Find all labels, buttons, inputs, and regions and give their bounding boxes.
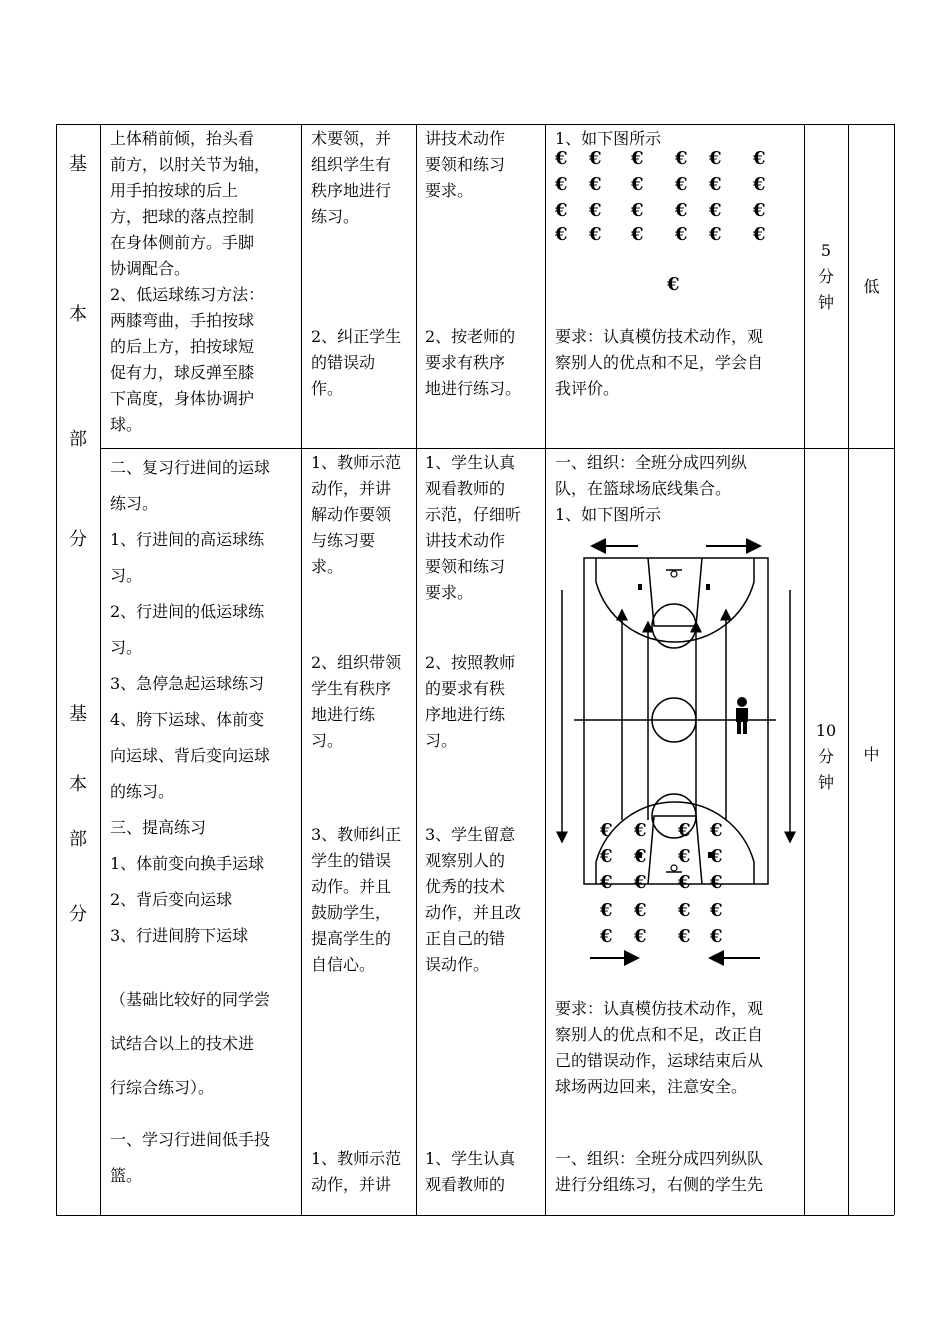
section-label-char: 本: [69, 774, 87, 795]
row2-organization-next: 一、组织：全班分成四列纵队 进行分组练习，右侧的学生先: [555, 1149, 764, 1194]
row2-organization-requirement: 要求：认真模仿技术动作，观 察别人的优点和不足，改正自 己的错误动作，运球结束后从 球场两边回来，注意安全。: [555, 999, 764, 1096]
section-label-char: 分: [69, 529, 87, 550]
student-marker: €: [589, 224, 602, 245]
student-marker: €: [634, 820, 647, 841]
section-label-char: 本: [69, 304, 87, 325]
student-marker: €: [710, 900, 723, 921]
table-row-divider: [100, 448, 894, 449]
student-marker: €: [678, 900, 691, 921]
student-marker: €: [555, 148, 568, 169]
row2-student-activity-3: 3、学生留意 观察别人的 优秀的技术 动作，并且改 正自己的错 误动作。: [425, 825, 522, 974]
table-col-divider: [416, 124, 417, 1215]
section-label-char: 基: [69, 154, 87, 175]
row1-teacher-activity-2: 2、纠正学生 的错误动 作。: [311, 327, 402, 398]
row2-intensity: 中: [863, 745, 880, 764]
student-marker: €: [555, 200, 568, 221]
student-marker: €: [634, 872, 647, 893]
court-formation: [600, 822, 740, 952]
student-marker: €: [675, 200, 688, 221]
student-marker: €: [753, 174, 766, 195]
student-marker: €: [600, 872, 613, 893]
student-marker: €: [675, 148, 688, 169]
row2-content: 二、复习行进间的运球 练习。 1、行进间的高运球练 习。 2、行进间的低运球练 习。 3、急停急起运球练习 4、胯下运球、体前变 向运球、背后变向运球 的练习。 三、提高练习 1、体前变向换手运球 2、背后变向运球 3、行进间胯下运球: [110, 458, 271, 945]
row2-teacher-activity-1: 1、教师示范 动作，并讲 解动作要领 与练习要 求。: [311, 453, 402, 576]
student-marker: €: [631, 174, 644, 195]
row2-student-activity-2: 2、按照教师 的要求有秩 序地进行练 习。: [425, 653, 516, 750]
row1-intensity: 低: [863, 277, 880, 296]
student-marker: €: [753, 224, 766, 245]
row2-student-activity-1: 1、学生认真 观看教师的 示范，仔细听 讲技术动作 要领和练习 要求。: [425, 453, 522, 602]
table-col-divider: [100, 124, 101, 1215]
student-marker: €: [555, 224, 568, 245]
row1-organization-requirement: 要求：认真模仿技术动作，观 察别人的优点和不足，学会自 我评价。: [555, 327, 764, 398]
student-marker: €: [753, 148, 766, 169]
teacher-marker: €: [667, 274, 680, 295]
row2-teacher-activity-2: 2、组织带领 学生有秩序 地进行练 习。: [311, 653, 402, 750]
formation-grid: [555, 150, 795, 300]
student-marker: €: [710, 846, 723, 867]
row2-student-activity-4: 1、学生认真 观看教师的: [425, 1149, 516, 1194]
student-marker: €: [634, 926, 647, 947]
student-marker: €: [555, 174, 568, 195]
student-marker: €: [710, 926, 723, 947]
row1-content: 上体稍前倾，抬头看 前方，以肘关节为轴， 用手拍按球的后上 方，把球的落点控制 在身体侧前方。手脚 协调配合。 2、低运球练习方法： 两膝弯曲，手拍按球 的后上方，拍按球短 促有力，球反弹至膝 下高度，身体协调护 球。: [110, 129, 271, 434]
section-label-char: 基: [69, 704, 87, 725]
row1-organization-title: 1、如下图所示: [555, 129, 662, 148]
row1-teacher-activity: 术要领，并 组织学生有 秩序地进行 练习。: [311, 129, 392, 226]
student-marker: €: [753, 200, 766, 221]
student-marker: €: [631, 224, 644, 245]
student-marker: €: [634, 900, 647, 921]
student-marker: €: [710, 872, 723, 893]
student-marker: €: [675, 224, 688, 245]
student-marker: €: [675, 174, 688, 195]
section-label-char: 分: [69, 904, 87, 925]
student-marker: €: [600, 820, 613, 841]
row1-time: 5 分 钟: [817, 241, 834, 312]
student-marker: €: [678, 926, 691, 947]
section-label-char: 部: [69, 429, 87, 450]
row1-student-activity-2: 2、按老师的 要求有秩序 地进行练习。: [425, 327, 522, 398]
student-marker: €: [709, 148, 722, 169]
student-marker: €: [709, 224, 722, 245]
row2-organization-intro: 一、组织：全班分成四列纵 队，在篮球场底线集合。 1、如下图所示: [555, 453, 748, 524]
student-marker: €: [589, 148, 602, 169]
student-marker: €: [600, 900, 613, 921]
row2-content-note: （基础比较好的同学尝 试结合以上的技术进 行综合练习）。: [110, 990, 271, 1097]
table-border-top: [56, 124, 894, 125]
student-marker: €: [678, 846, 691, 867]
student-marker: €: [600, 846, 613, 867]
student-marker: €: [709, 174, 722, 195]
table-col-divider: [545, 124, 546, 1215]
student-marker: €: [600, 926, 613, 947]
row2-time: 10 分 钟: [815, 721, 837, 792]
row2-content-next: 一、学习行进间低手投 篮。: [110, 1130, 271, 1185]
student-marker: €: [678, 872, 691, 893]
row1-student-activity: 讲技术动作 要领和练习 要求。: [425, 129, 506, 200]
student-marker: €: [589, 200, 602, 221]
student-marker: €: [631, 200, 644, 221]
student-marker: €: [589, 174, 602, 195]
student-marker: €: [710, 820, 723, 841]
row2-teacher-activity-4: 1、教师示范 动作，并讲: [311, 1149, 402, 1194]
table-col-divider: [301, 124, 302, 1215]
student-marker: €: [678, 820, 691, 841]
row2-teacher-activity-3: 3、教师纠正 学生的错误 动作。并且 鼓励学生， 提高学生的 自信心。: [311, 825, 402, 974]
section-label-char: 部: [69, 829, 87, 850]
table-border-right: [894, 124, 895, 1215]
student-marker: €: [631, 148, 644, 169]
student-marker: €: [634, 846, 647, 867]
teacher-figure: [736, 697, 748, 734]
table-border-left: [56, 124, 57, 1215]
student-marker: €: [709, 200, 722, 221]
table-border-bottom: [56, 1215, 894, 1216]
